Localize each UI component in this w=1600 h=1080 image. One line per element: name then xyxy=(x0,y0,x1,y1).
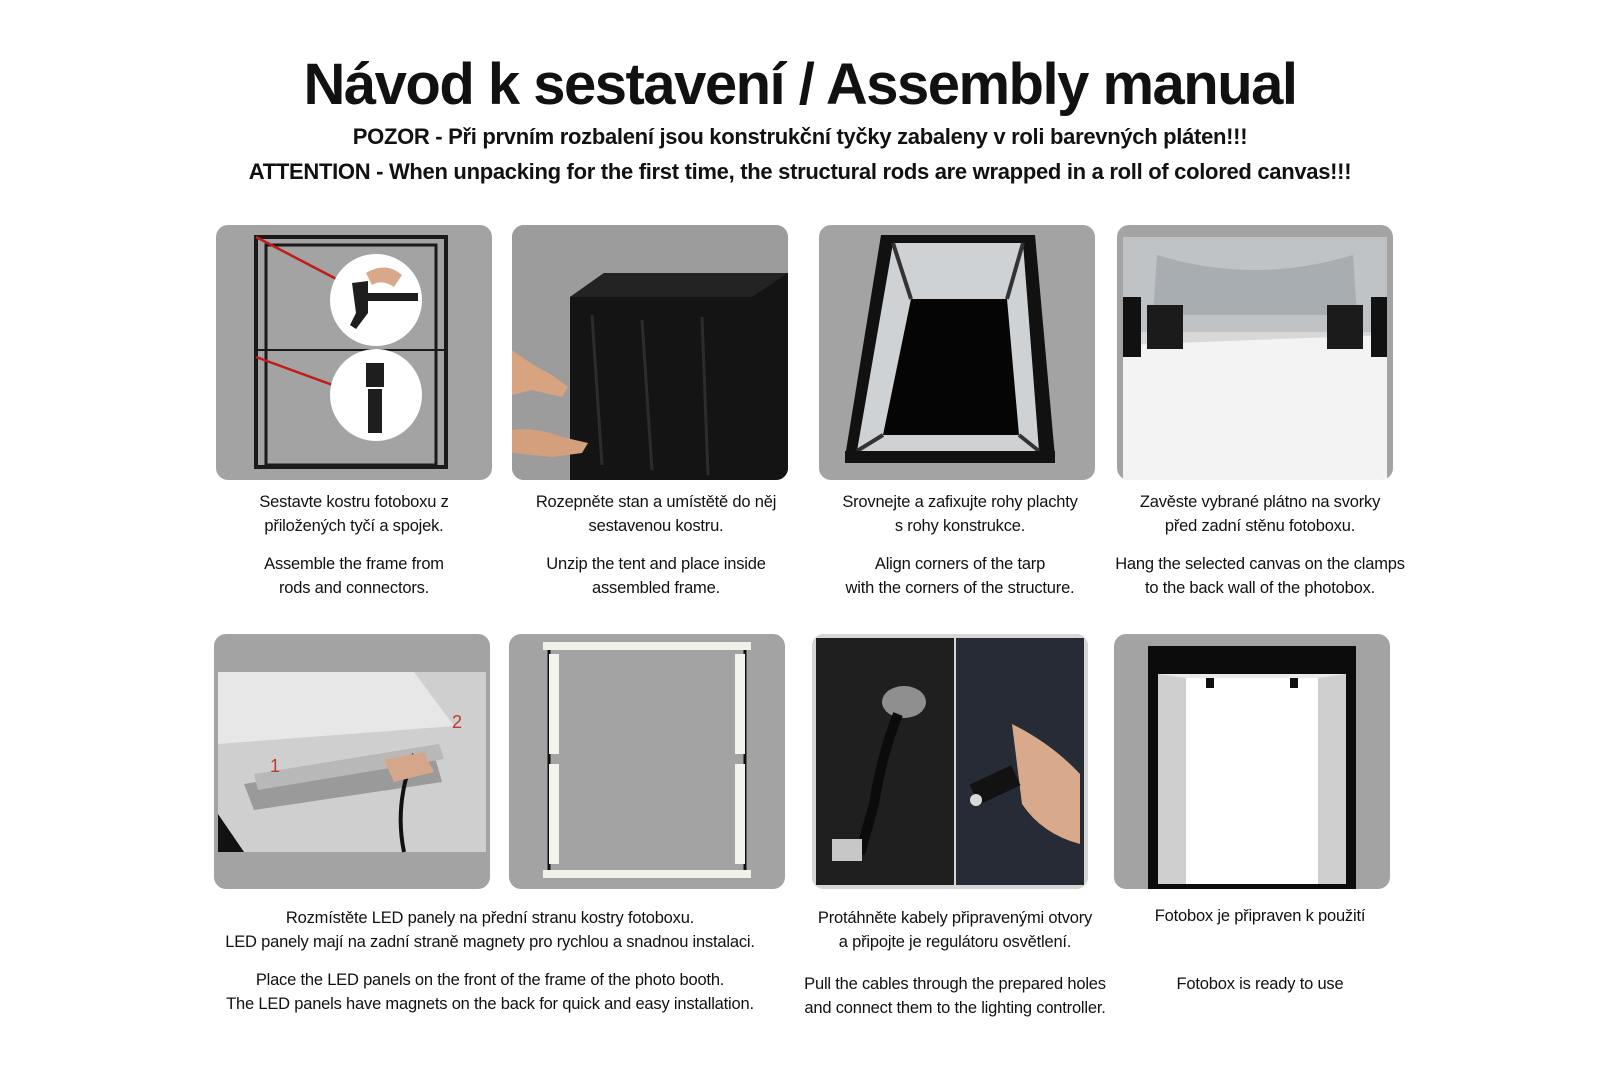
step4-en-line1: Hang the selected canvas on the clamps xyxy=(1115,555,1405,573)
step3-caption xyxy=(810,490,1110,600)
step2-cz-line2: sestavenou kostru. xyxy=(588,517,724,535)
step5-cz-line1: Rozmístěte LED panely na přední stranu kostry fotoboxu. xyxy=(285,909,695,927)
step7-cz-line1: Fotobox je připraven k použití xyxy=(1154,907,1366,925)
step3-en-line1: Align corners of the tarp xyxy=(874,555,1046,573)
step1-cz-line2: přiložených tyčí a spojek. xyxy=(264,517,444,535)
step2-tent-photo xyxy=(512,225,788,480)
step5-en-line2: The LED panels have magnets on the back for quick and easy installation. xyxy=(226,995,754,1013)
step4-cz-line1: Zavěste vybrané plátno na svorky xyxy=(1139,493,1381,511)
warning-en: ATTENTION - When unpacking for the first time, the structural rods are wrapped in a roll of colored canvas!!! xyxy=(248,159,1352,184)
step2-en-line1: Unzip the tent and place inside xyxy=(546,555,766,573)
step1-en-line1: Assemble the frame from xyxy=(264,555,444,573)
step3-cz-line1: Srovnejte a zafixujte rohy plachty xyxy=(842,493,1078,511)
step6-en-line1: Pull the cables through the prepared holes xyxy=(804,975,1106,993)
step1-caption xyxy=(214,490,494,600)
step7-caption xyxy=(1110,904,1410,996)
step1-frame-photo xyxy=(216,225,492,480)
step6-caption xyxy=(790,906,1120,1020)
step5b-led-panels-photo xyxy=(509,634,785,889)
step5a-led-magnet-photo xyxy=(214,634,490,889)
step3-corners-photo xyxy=(819,225,1095,480)
step2-en-line2: assembled frame. xyxy=(592,579,720,597)
step1-cz-line1: Sestavte kostru fotoboxu z xyxy=(259,493,449,511)
step1-en-line2: rods and connectors. xyxy=(278,579,430,597)
step4-en-line2: to the back wall of the photobox. xyxy=(1144,579,1376,597)
step2-caption xyxy=(506,490,806,600)
step5-caption xyxy=(190,906,790,1016)
warning-cz: POZOR - Při prvním rozbalení jsou konstrukční tyčky zabaleny v roli barevných pláten!!! xyxy=(352,124,1248,149)
step4-caption xyxy=(1100,490,1420,600)
step6-cz-line1: Protáhněte kabely připravenými otvory xyxy=(817,909,1093,927)
step3-cz-line2: s rohy konstrukce. xyxy=(894,517,1026,535)
page-title: Návod k sestavení / Assembly manual xyxy=(303,52,1297,117)
step3-en-line2: with the corners of the structure. xyxy=(845,579,1075,597)
step5-en-line1: Place the LED panels on the front of the frame of the photo booth. xyxy=(255,971,725,989)
step5-cz-line2: LED panely mají na zadní straně magnety pro rychlou a snadnou instalaci. xyxy=(225,933,755,951)
marker-two: 2 xyxy=(452,712,463,732)
step7-en-line1: Fotobox is ready to use xyxy=(1176,975,1344,993)
step4-canvas-photo xyxy=(1117,225,1393,480)
step6-en-line2: and connect them to the lighting controller. xyxy=(804,999,1106,1017)
marker-one: 1 xyxy=(270,756,281,776)
step6-cable-photo xyxy=(812,634,1088,889)
step7-ready-photo xyxy=(1114,634,1390,889)
step4-cz-line2: před zadní stěnu fotoboxu. xyxy=(1164,517,1356,535)
step6-cz-line2: a připojte je regulátoru osvětlení. xyxy=(838,933,1072,951)
step2-cz-line1: Rozepněte stan a umístětě do něj xyxy=(535,493,777,511)
